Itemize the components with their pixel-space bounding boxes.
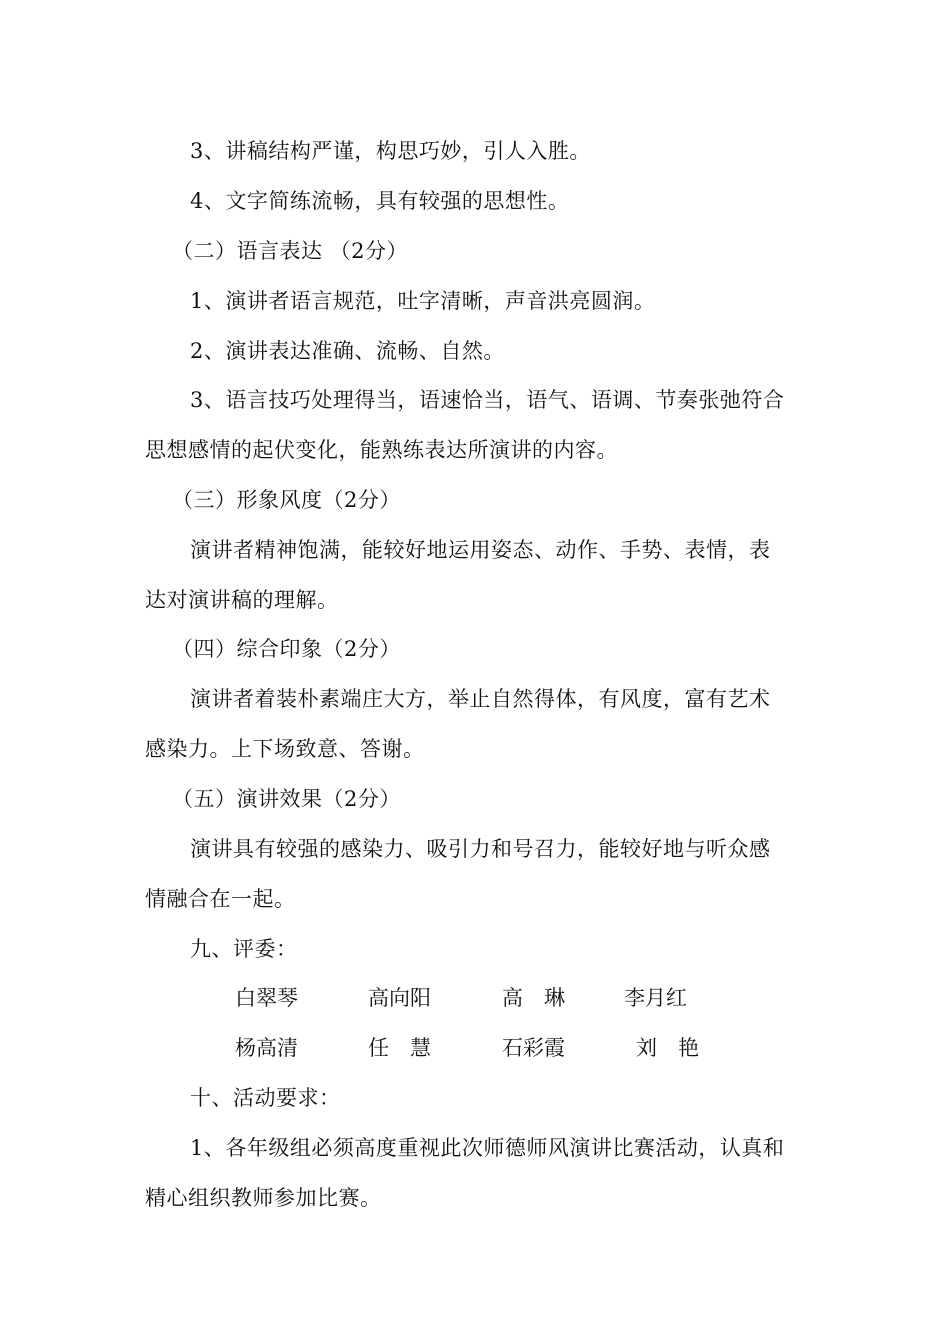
requirement-item-1-cont: 精心组织教师参加比赛。 — [145, 1186, 382, 1210]
paragraph-impression: 演讲者着装朴素端庄大方，举止自然得体，有风度，富有艺术 — [190, 687, 771, 711]
paragraph-effect-cont: 情融合在一起。 — [145, 887, 296, 911]
judge-name: 任 慧 — [368, 1036, 431, 1060]
judge-name: 杨高清 — [235, 1036, 298, 1060]
section-heading-image: （三）形象风度（2分） — [172, 488, 401, 512]
criteria-item-language-3: 3、语言技巧处理得当，语速恰当，语气、语调、节奏张弛符合 — [190, 388, 785, 412]
section-heading-requirements: 十、活动要求： — [190, 1086, 341, 1110]
criteria-item-language-1: 1、演讲者语言规范，吐字清晰，声音洪亮圆润。 — [190, 289, 656, 313]
requirement-item-1: 1、各年级组必须高度重视此次师德师风演讲比赛活动，认真和 — [190, 1136, 785, 1160]
paragraph-impression-cont: 感染力。上下场致意、答谢。 — [145, 737, 425, 761]
judge-name: 白翠琴 — [235, 986, 298, 1010]
section-heading-effect: （五）演讲效果（2分） — [172, 787, 401, 811]
paragraph-image: 演讲者精神饱满，能较好地运用姿态、动作、手势、表情，表 — [190, 538, 771, 562]
judge-name: 高 琳 — [502, 986, 565, 1010]
section-heading-language: （二）语言表达 （2分） — [172, 239, 409, 263]
criteria-item-language-2: 2、演讲表达准确、流畅、自然。 — [190, 339, 505, 363]
paragraph-image-cont: 达对演讲稿的理解。 — [145, 588, 339, 612]
paragraph-effect: 演讲具有较强的感染力、吸引力和号召力，能较好地与听众感 — [190, 837, 771, 861]
judge-name: 刘 艳 — [636, 1036, 699, 1060]
judge-name: 李月红 — [624, 986, 687, 1010]
judge-name: 高向阳 — [368, 986, 431, 1010]
section-heading-judges: 九、评委： — [190, 937, 298, 961]
criteria-item-writing: 4、文字简练流畅，具有较强的思想性。 — [190, 189, 570, 213]
section-heading-impression: （四）综合印象（2分） — [172, 637, 401, 661]
criteria-item-language-3-cont: 思想感情的起伏变化，能熟练表达所演讲的内容。 — [145, 438, 618, 462]
criteria-item-structure: 3、讲稿结构严谨，构思巧妙，引人入胜。 — [190, 139, 591, 163]
judge-name: 石彩霞 — [502, 1036, 565, 1060]
